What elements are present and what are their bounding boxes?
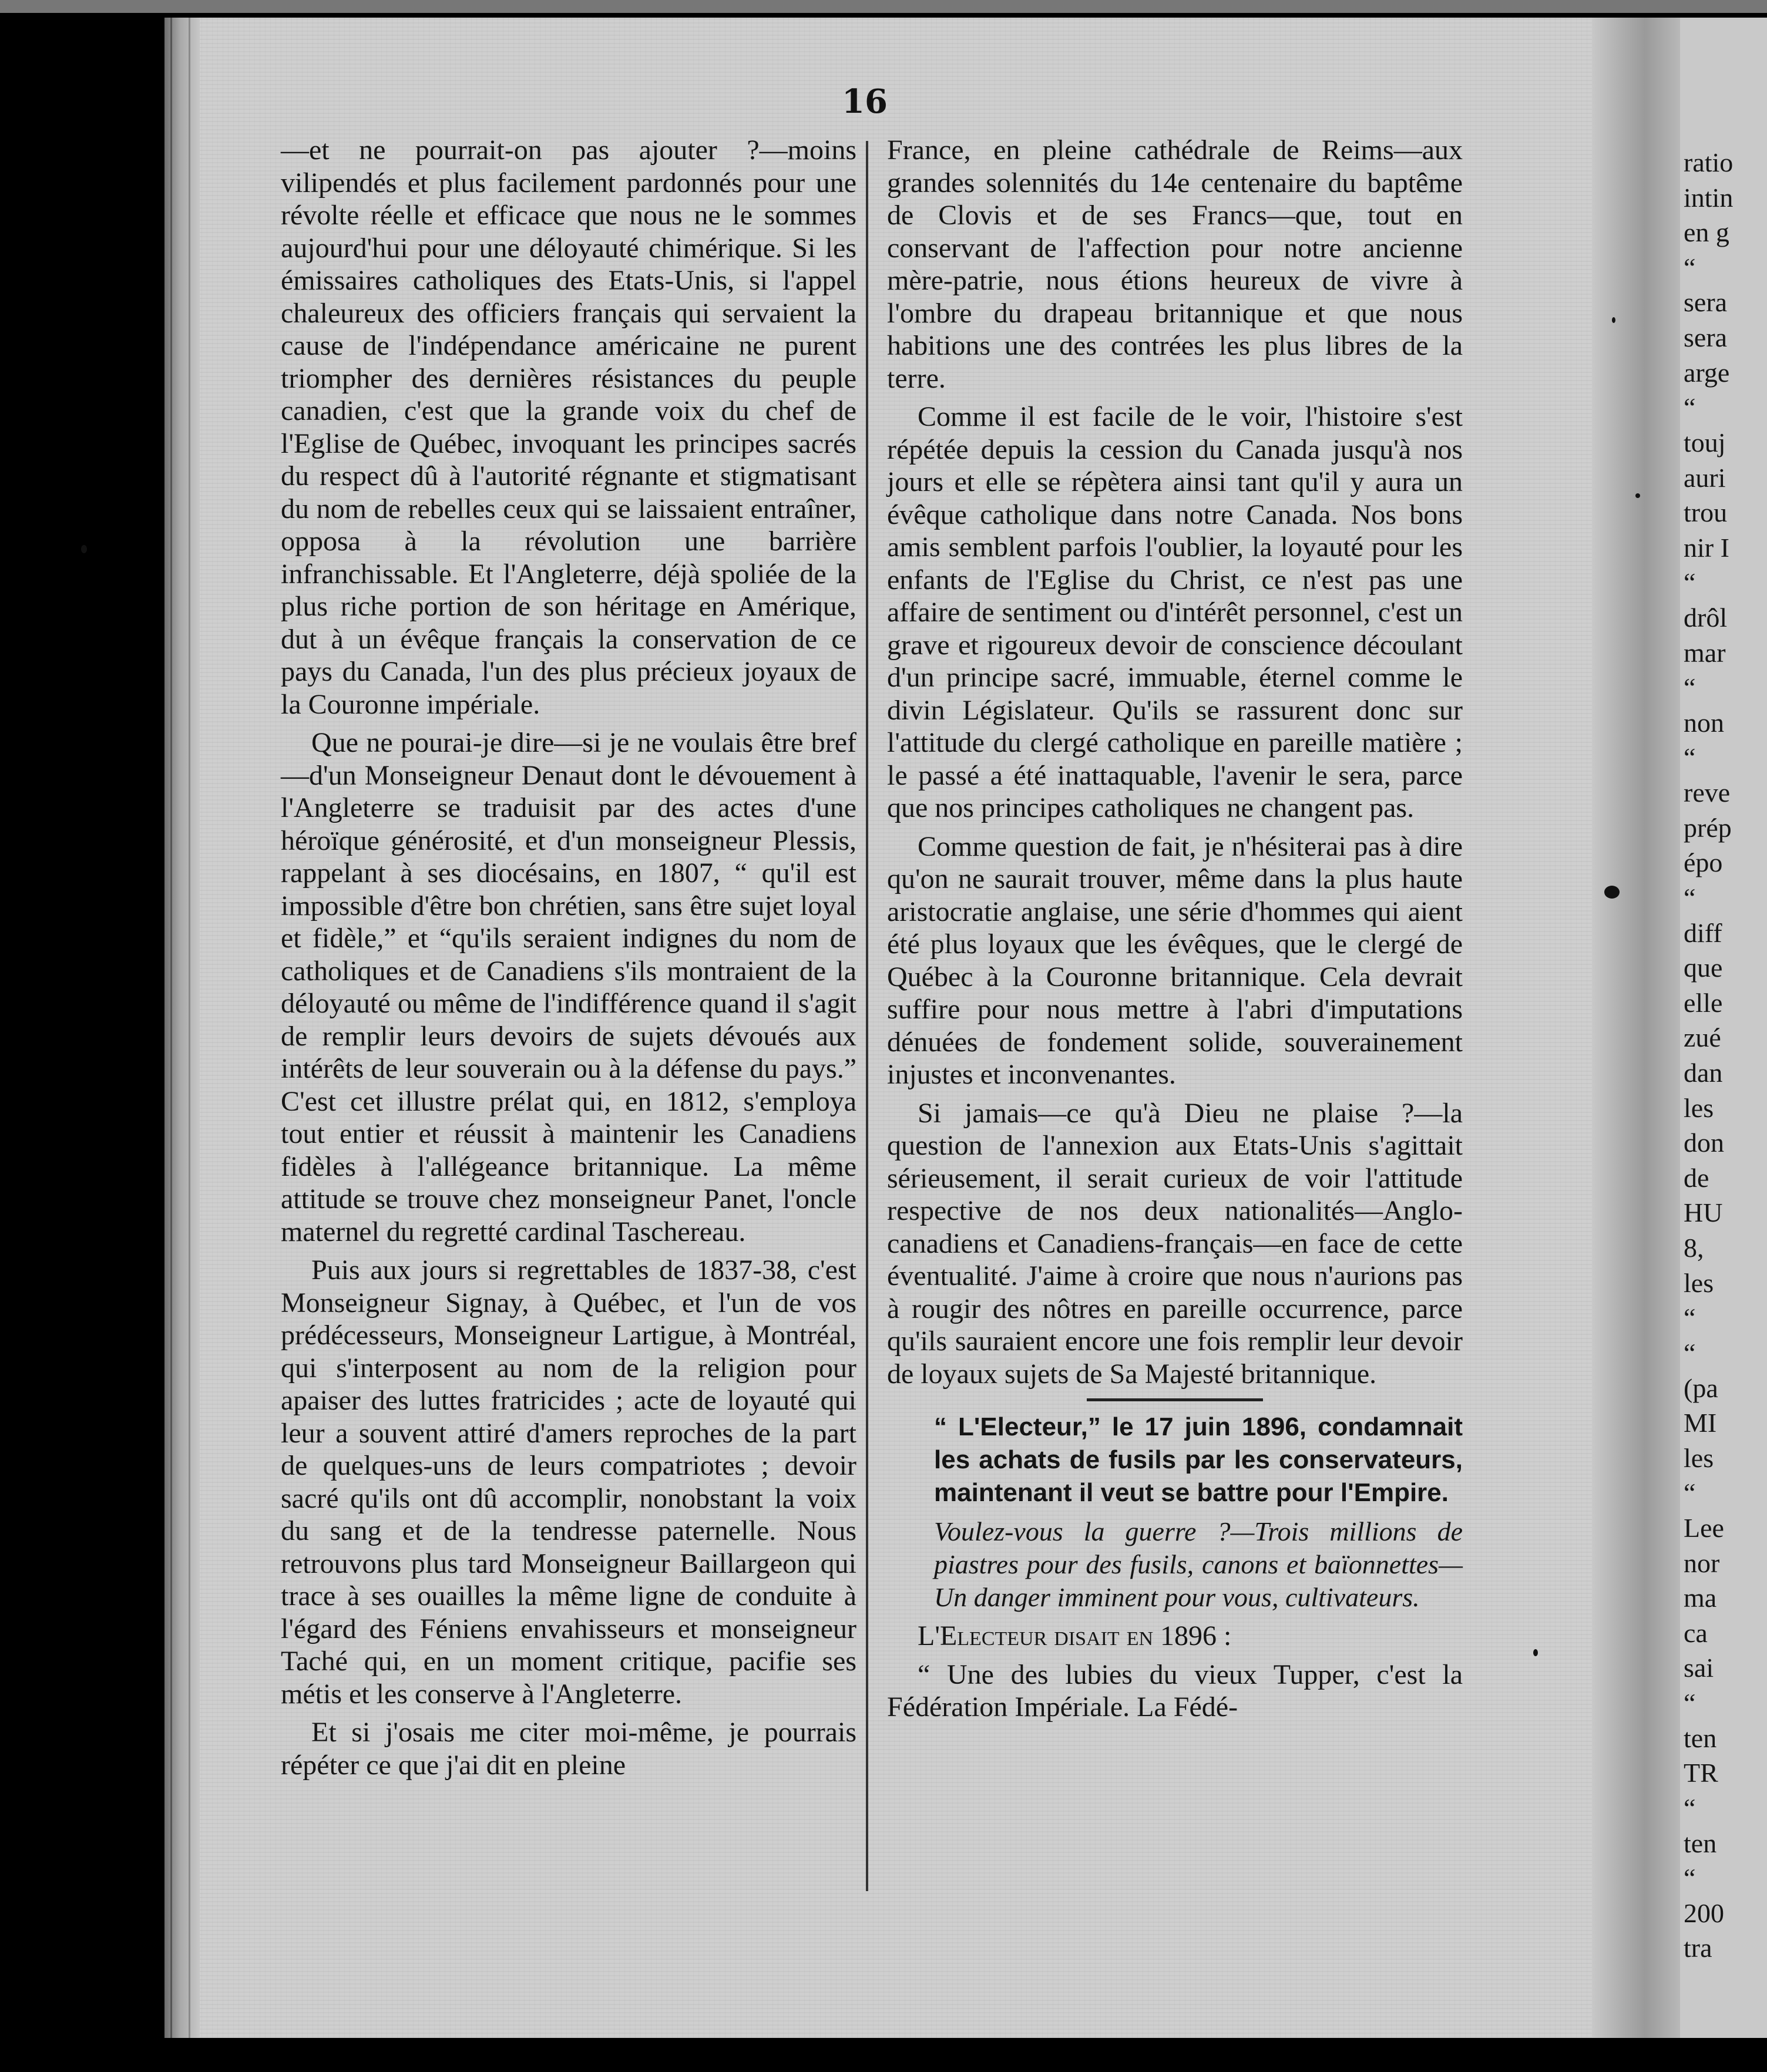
electeur-headline: “ L'Electeur,” le 17 juin 1896, condamnait les achats de fusils par les conservateurs, maintenant il veut se battre pour l'Empire. (934, 1412, 1463, 1507)
next-page-text-fragment: diff (1684, 917, 1722, 948)
left-paragraph-3: Puis aux jours si regrettables de 1837-38, c'est Monseigneur Signay, à Québec, et l'un de vos prédécesseurs, Monseigneur Lartigue, à Montréal, qui s'interposent au nom de la religion pour apaiser des luttes fratricides ; acte de loyauté qui leur a souvent attiré d'amers reproches de la part de quelques-uns de leurs compatriotes ; devoir sacré qu'ils ont dû accomplir, nonobstant la voix du sang et de la tendresse paternelle. Nous retrouvons plus tard Monseigneur Baillargeon qui trace à ses ouailles la même ligne de conduite à l'égard des Féniens envahisseurs et monseigneur Taché qui, en un moment critique, pacifie ses métis et les conserve à l'Angleterre. (281, 1254, 856, 1710)
scan-speck (81, 545, 87, 553)
scan-speck (1533, 1649, 1538, 1656)
left-paragraph-1: —et ne pourrait-on pas ajouter ?—moins vilipendés et plus facilement pardonnés pour une révolte réelle et efficace que nous ne le sommes aujourd'hui pour une déloyauté chimérique. Si les émissaires catholiques des Etats-Unis, si l'appel chaleureux des officiers français qui servaient la cause de l'indépendance américaine ne purent triompher des dernières résistances du peuple canadien, c'est que la grande voix du chef de l'Eglise de Québec, invoquant les principes sacrés du respect dû à l'autorité régnante et stigmatisant du nom de rebelles ceux qui se laissaient entraîner, opposa à la révolution une barrière infranchissable. Et l'Angleterre, déjà spoliée de la plus riche portion de son héritage en Amérique, dut à un évêque français la conservation de ce pays du Canada, l'un des plus précieux joyaux de la Couronne impériale. (281, 134, 856, 720)
next-page-text-fragment: épo (1684, 847, 1723, 878)
next-page-text-fragment: zué (1684, 1022, 1721, 1053)
next-page-text-fragment: 200 (1684, 1898, 1724, 1928)
next-page-text-fragment: “ (1684, 392, 1696, 423)
next-page-text-fragment: prép (1684, 812, 1732, 843)
scan-speck (1604, 886, 1620, 899)
left-paragraph-4: Et si j'osais me citer moi-même, je pourrais répéter ce que j'ai dit en pleine (281, 1717, 856, 1781)
next-page-text-fragment: ten (1684, 1723, 1717, 1753)
next-page-text-fragment: arge (1684, 357, 1730, 388)
next-page-text-fragment: “ (1684, 1863, 1696, 1893)
next-page-text-fragment: 8, (1684, 1233, 1704, 1263)
next-page-text-fragment: elle (1684, 987, 1723, 1018)
next-page-text-fragment: non (1684, 707, 1724, 738)
binding-edge-lines (170, 18, 190, 2038)
tupper-quote: “ Une des lubies du vieux Tupper, c'est la Fédération Impériale. La Fédé- (887, 1659, 1463, 1723)
next-page-text-fragment: HU (1684, 1198, 1723, 1228)
next-page-text-fragment: intin (1684, 182, 1734, 213)
next-page-text-fragment: “ (1684, 1337, 1696, 1368)
next-page-fragment (1680, 18, 1767, 2038)
next-page-text-fragment: en g (1684, 217, 1729, 248)
next-page-text-fragment: auri (1684, 462, 1726, 493)
next-page-text-fragment: mar (1684, 637, 1726, 668)
next-page-text-fragment: ma (1684, 1583, 1717, 1613)
page-number: 16 (842, 82, 888, 121)
next-page-text-fragment: (pa (1684, 1373, 1718, 1403)
next-page-text-fragment: “ (1684, 252, 1696, 282)
next-page-text-fragment: TR (1684, 1758, 1718, 1788)
right-paragraph-4: Si jamais—ce qu'à Dieu ne plaise ?—la question de l'annexion aux Etats-Unis s'agittait sérieusement, il serait curieux de voir l'attitude respective de nos deux nationalités—Anglo-canadiens et Canadiens-français—en face de cette éventualité. J'aime à croire que nous n'aurions pas à rougir des nôtres en pareille occurrence, parce qu'ils sauraient encore une fois remplir leur devoir de loyaux sujets de Sa Majesté britannique. (887, 1097, 1463, 1390)
right-paragraph-3: Comme question de fait, je n'hésiterai pas à dire qu'on ne saurait trouver, même dans la plus haute aristocratie anglaise, une série d'hommes qui aient été plus loyaux que les évêques, que le clergé de Québec à la Couronne britannique. Cela devrait suffire pour nous mettre à l'abri d'imputations dénuées de fondement solide, souverainement injustes et inconvenantes. (887, 830, 1463, 1090)
next-page-text-fragment: nir I (1684, 532, 1729, 563)
next-page-text-fragment: dan (1684, 1058, 1723, 1088)
next-page-text-fragment: touj (1684, 427, 1726, 458)
next-page-text-fragment: trou (1684, 497, 1728, 528)
next-page-text-fragment: “ (1684, 742, 1696, 773)
column-divider (866, 141, 868, 1891)
next-page-text-fragment: Lee (1684, 1513, 1724, 1543)
next-page-text-fragment: “ (1684, 1478, 1696, 1508)
next-page-text-fragment: que (1684, 953, 1723, 983)
next-page-text-fragment: les (1684, 1267, 1714, 1298)
next-page-text-fragment: “ (1684, 1792, 1696, 1823)
next-page-text-fragment: “ (1684, 1303, 1696, 1333)
scan-speck (1635, 493, 1640, 498)
scan-top-strip (0, 0, 1767, 13)
next-page-text-fragment: ca (1684, 1617, 1708, 1648)
next-page-text-fragment: nor (1684, 1548, 1720, 1578)
next-page-text-fragment: reve (1684, 778, 1731, 808)
next-page-text-fragment: “ (1684, 882, 1696, 913)
next-page-text-fragment: sera (1684, 322, 1728, 353)
next-page-text-fragment: MI (1684, 1408, 1717, 1438)
electeur-intro: L'Electeur disait en 1896 : (918, 1620, 1232, 1651)
left-column (281, 134, 856, 1787)
next-page-text-fragment: drôl (1684, 603, 1728, 633)
page-gutter (1592, 18, 1680, 2038)
next-page-text-fragment: tra (1684, 1933, 1712, 1963)
left-paragraph-2: Que ne pourai-je dire—si je ne voulais être bref—d'un Monseigneur Denaut dont le dévouement à l'Angleterre se traduisit par des actes d'une héroïque générosité, et d'un monseigneur Plessis, rappelant à ses diocésains, en 1807, “ qu'il est impossible d'être bon chrétien, sans être sujet loyal et fidèle,” et “qu'ils seraient indignes du nom de catholiques et de Canadiens s'ils montraient de la déloyauté ou même de l'indifférence quand il s'agit de remplir leurs devoirs de sujets dévoués aux intérêts de leur souverain ou à la défense du pays.” C'est cet illustre prélat qui, en 1812, s'employa tout entier et réussit à maintenir les Canadiens fidèles à l'allégeance britannique. La même attitude se trouve chez monseigneur Panet, l'oncle maternel du regretté cardinal Taschereau. (281, 727, 856, 1247)
next-page-text-fragment: sera (1684, 287, 1728, 318)
war-subheading: Voulez-vous la guerre ?—Trois millions de piastres pour des fusils, canons et baïonnettes—Un danger imminent pour vous, cultivateurs. (934, 1516, 1463, 1612)
next-page-text-fragment: les (1684, 1442, 1714, 1473)
next-page-text-fragment: les (1684, 1092, 1714, 1123)
next-page-text-fragment: ratio (1684, 147, 1734, 177)
right-paragraph-1: France, en pleine cathédrale de Reims—aux grandes solennités du 14e centenaire du baptême de Clovis et de ses Francs—que, tout en conservant de l'affection pour notre ancienne mère-patrie, nous étions heureux de vivre à l'ombre du drapeau britannique et que nous habitions une des contrées les plus libres de la terre. (887, 134, 1463, 394)
right-paragraph-2: Comme il est facile de le voir, l'histoire s'est répétée depuis la cession du Canada jusqu'à nos jours et elle se répètera ainsi tant qu'il y aura un évêque catholique dans notre Canada. Nos bons amis semblent parfois l'oublier, la loyauté pour les enfants de l'Eglise du Christ, ce n'est pas une affaire de sentiment ou d'intérêt personnel, c'est un grave et rigoureux devoir de conscience découlant d'un principe sacré, immuable, éternel comme le divin Législateur. Qu'ils se rassurent donc sur l'attitude du clergé catholique en pareille matière ; le passé a été inattaquable, l'avenir le sera, parce que nos principes catholiques ne changent pas. (887, 401, 1463, 823)
next-page-text-fragment: ten (1684, 1828, 1717, 1858)
next-page-text-fragment: “ (1684, 567, 1696, 598)
next-page-text-fragment: “ (1684, 672, 1696, 703)
next-page-text-fragment: “ (1684, 1688, 1696, 1718)
scan-speck (1612, 317, 1615, 323)
section-rule (1087, 1398, 1263, 1401)
next-page-text-fragment: de (1684, 1162, 1709, 1193)
next-page-text-fragment: sai (1684, 1653, 1714, 1683)
next-page-text-fragment: don (1684, 1128, 1724, 1158)
right-column (887, 134, 1463, 1730)
